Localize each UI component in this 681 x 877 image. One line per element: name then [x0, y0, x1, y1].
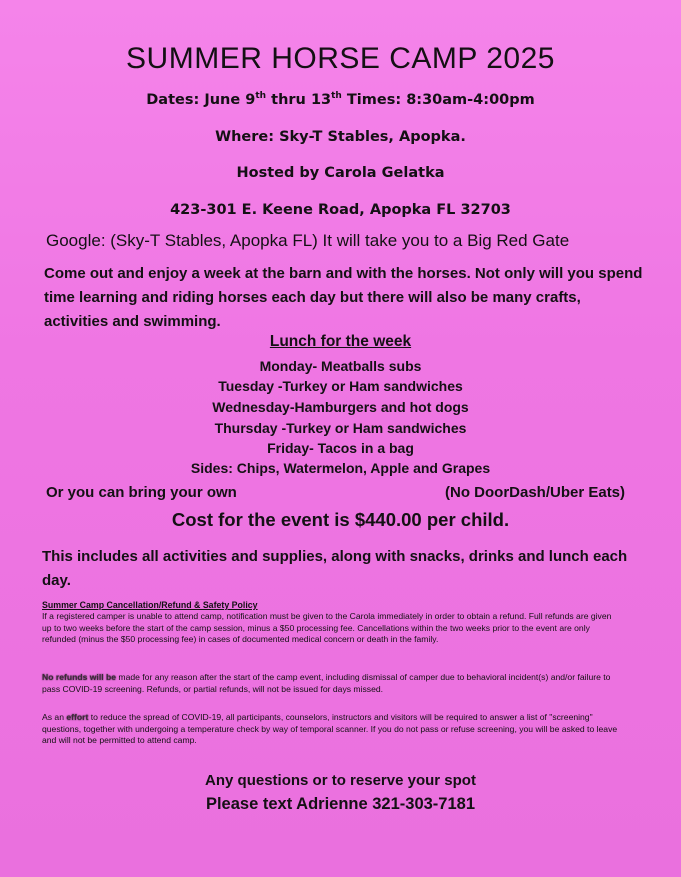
policy-refund-paragraph: If a registered camper is unable to attend camp, notification must be given to the Carola immediately in order to obtain a refund. Full refunds are given up to two weeks before the start of the camp session, minus a $50 processing fee. Cancellations within the two weeks prior to the event are only refunded (minus the $50 processing fee) in cases of documented medical concern or death in the family.: [42, 611, 612, 644]
no-delivery-note: (No DoorDash/Uber Eats): [445, 484, 626, 501]
flyer-title: SUMMER HORSE CAMP 2025: [126, 42, 555, 75]
cost-line: Cost for the event is $440.00 per child.: [171, 509, 510, 530]
questions-line: Any questions or to reserve your spot: [205, 772, 476, 789]
address-line: 423-301 E. Keene Road, Apopka FL 32703: [170, 202, 511, 218]
location-line: Where: Sky-T Stables, Apopka.: [215, 129, 466, 145]
policy-heading: Summer Camp Cancellation/Refund & Safety Policy: [42, 600, 258, 610]
includes-paragraph: This includes all activities and supplies, along with snacks, drinks and lunch each day.: [42, 548, 628, 589]
menu-wednesday: Wednesday-Hamburgers and hot dogs: [212, 399, 469, 415]
menu-monday: Monday- Meatballs subs: [259, 358, 422, 374]
bring-your-own-note: Or you can bring your own: [46, 484, 237, 501]
host-line: Hosted by Carola Gelatka: [236, 165, 445, 181]
menu-friday: Friday- Tacos in a bag: [267, 440, 414, 456]
menu-sides: Sides: Chips, Watermelon, Apple and Grapes: [190, 460, 491, 476]
google-directions: Google: (Sky-T Stables, Apopka FL) It will take you to a Big Red Gate: [46, 231, 570, 250]
dates-times-line: Dates: June 9th thru 13th Times: 8:30am-4:00pm: [146, 91, 535, 108]
intro-paragraph: Come out and enjoy a week at the barn and with the horses. Not only will you spend time learning and riding horses each day but there will also be many crafts, activities and swimming.: [44, 265, 643, 330]
lunch-heading: Lunch for the week: [269, 333, 412, 350]
contact-phone-line: Please text Adrienne 321-303-7181: [205, 795, 476, 813]
policy-no-refund-paragraph: No refunds will be made for any reason after the start of the camp event, including dismissal of camper due to behavioral incident(s) and/or failure to pass COVID-19 screening. Refunds, or partial refunds, will not be issued for days missed.: [42, 672, 611, 694]
menu-tuesday: Tuesday -Turkey or Ham sandwiches: [218, 378, 463, 394]
menu-thursday: Thursday -Turkey or Ham sandwiches: [214, 420, 467, 436]
policy-covid-paragraph: As an effort to reduce the spread of COVID-19, all participants, counselors, instructors and visitors will be required to answer a list of "screening" questions, together with undergoing a temperature check by way of temporal scanner. If you do not pass or refuse screening, you will be asked to leave and will not be permitted to attend camp.: [42, 712, 618, 745]
